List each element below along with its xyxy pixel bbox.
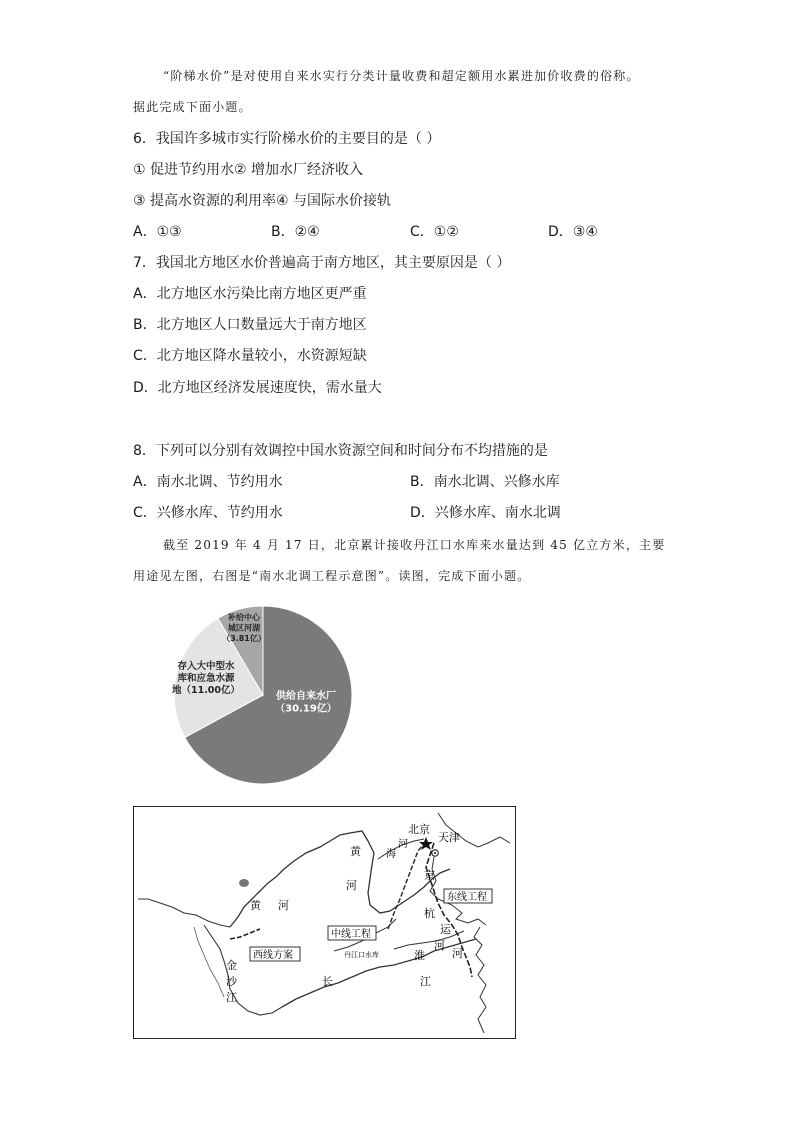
option-8b[interactable]: B．南水北调、兴修水库 <box>410 474 560 490</box>
river-label: 河 <box>398 839 408 850</box>
qinghai-lake-shape <box>239 879 249 887</box>
river-label: 江 <box>226 991 237 1004</box>
intro2-line-1: 截至 2019 年 4 月 17 日，北京累计接收丹江口水库来水量达到 45 亿立方米，主要 <box>163 538 666 552</box>
river-label: 河 <box>434 939 445 952</box>
river-label: 杭 <box>424 907 435 920</box>
river-label: 河 <box>346 879 357 892</box>
map-canvas <box>134 807 514 1037</box>
intro-line-2: 据此完成下面小题。 <box>133 100 252 114</box>
option-7a[interactable]: A．北方地区水污染比南方地区更严重 <box>133 286 367 302</box>
east-route-label: 东线工程 <box>447 892 487 903</box>
option-6d[interactable]: D．③④ <box>548 224 598 240</box>
yellow-river-line <box>230 831 450 927</box>
question-7-stem: 7．我国北方地区水价普遍高于南方地区，其主要原因是（ ） <box>133 255 511 271</box>
south-north-water-diversion-map <box>133 806 516 1039</box>
west-route-label: 西线方案 <box>253 950 293 961</box>
city-label-beijing: 北京 <box>408 823 430 836</box>
option-6b[interactable]: B．②④ <box>271 224 320 240</box>
river-label: 江 <box>420 975 431 988</box>
river-tributary <box>194 927 224 997</box>
question-8-stem: 8．下列可以分别有效调控中国水资源空间和时间分布不均措施的是 <box>133 443 548 459</box>
question-6-statements-1: ① 促进节约用水② 增加水厂经济收入 <box>133 162 364 178</box>
intro2-line-2: 用途见左图，右图是“南水北调工程示意图”。读图，完成下面小题。 <box>133 569 531 583</box>
river-label: 淮 <box>414 949 425 962</box>
option-8c[interactable]: C．兴修水库、节约用水 <box>133 505 283 521</box>
pie-slice-label: 供给自来水厂 <box>276 691 336 702</box>
river-label: 黄 <box>250 899 261 912</box>
river-label: 海 <box>386 849 396 860</box>
option-7c[interactable]: C．北方地区降水量较小，水资源短缺 <box>133 348 367 364</box>
yangtze-river-line <box>282 939 476 1007</box>
river-label: 长 <box>322 975 333 988</box>
reservoir-label: 丹江口水库 <box>344 951 379 959</box>
middle-route-label: 中线工程 <box>331 929 371 940</box>
question-6-stem: 6．我国许多城市实行阶梯水价的主要目的是（ ） <box>133 131 441 147</box>
option-8d[interactable]: D．兴修水库、南水北调 <box>410 505 561 521</box>
river-label: 河 <box>278 899 289 912</box>
yellow-river-source <box>138 899 230 927</box>
option-8a[interactable]: A．南水北调、节约用水 <box>133 474 283 490</box>
pie-slice-label: 补给中心 <box>228 613 260 622</box>
jinsha-river-line <box>204 925 282 1015</box>
river-label: 金 <box>226 959 237 972</box>
west-route-line <box>230 929 260 939</box>
river-label: 河 <box>452 947 463 960</box>
question-6-statements-2: ③ 提高水资源的利用率④ 与国际水价接轨 <box>133 193 392 209</box>
pie-slice-label: （30.19亿） <box>275 703 337 715</box>
option-7d[interactable]: D．北方地区经济发展速度快，需水量大 <box>133 380 382 396</box>
pie-slice-label: 城区河湖 <box>228 623 260 633</box>
pie-slice-label: 库和应急水源 <box>177 673 235 684</box>
pie-slice-label: 地（11.00亿） <box>171 685 241 696</box>
option-6c[interactable]: C．①② <box>410 224 459 240</box>
city-label-tianjin: 天津 <box>438 831 460 844</box>
river-label: 京 <box>424 869 435 882</box>
river-label: 运 <box>440 923 451 936</box>
river-label: 沙 <box>226 975 237 988</box>
option-6a[interactable]: A．①③ <box>133 224 182 240</box>
pie-slice-label: （3.81亿） <box>222 634 266 643</box>
intro-line-1: “阶梯水价”是对使用自来水实行分类计量收费和超定额用水累进加价收费的俗称。 <box>163 69 640 83</box>
pie-slice-label: 存入大中型水 <box>177 661 235 672</box>
water-usage-pie-chart <box>170 603 356 787</box>
option-7b[interactable]: B．北方地区人口数量远大于南方地区 <box>133 317 367 333</box>
river-label: 黄 <box>350 845 361 858</box>
